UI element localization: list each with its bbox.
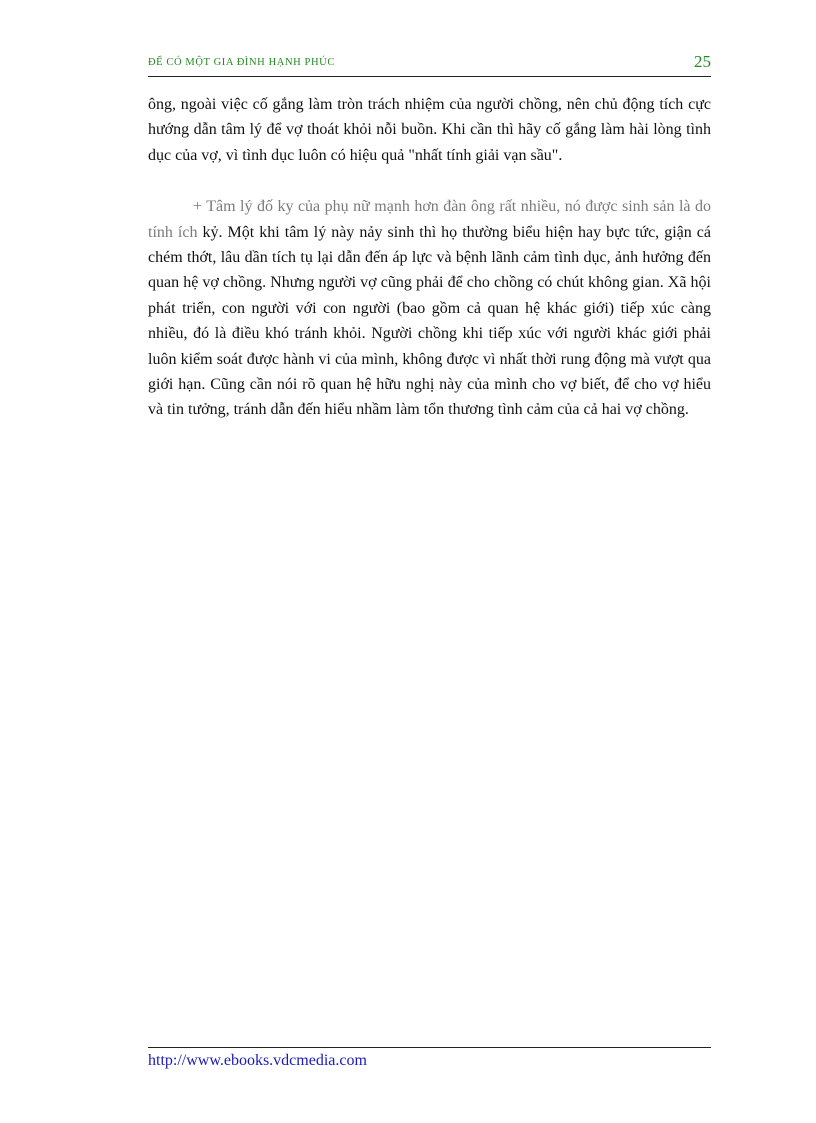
footer-link[interactable]: http://www.ebooks.vdcmedia.com: [148, 1052, 367, 1069]
page-number: 25: [694, 52, 711, 71]
paragraph: ông, ngoài việc cố gắng làm tròn trách nhiệm của người chồng, nên chủ động tích cực hướng dẫn tâm lý để vợ thoát khỏi nỗi buồn. Khi cần thì hãy cố gắng làm hài lòng tình dục của vợ, vì tình dục luôn có hiệu quả "nhất tính giải vạn sầu".: [148, 96, 711, 164]
paragraph-text: kỷ. Một khi tâm lý này nảy sinh thì họ thường biểu hiện hay bực tức, giận cá chém thớt, lâu dần tích tụ lại dẫn đến áp lực và bệnh lãnh cảm tình dục, ảnh hưởng đến quan hệ vợ chồng. Nhưng người vợ cũng phải để cho chồng có chút không gian. Xã hội phát triển, con người với con người (bao gồm cả quan hệ khác giới) tiếp xúc càng nhiều, đó là điều khó tránh khỏi. Người chồng khi tiếp xúc với người khác giới phải luôn kiểm soát được hành vi của mình, không được vì nhất thời rung động mà vượt qua giới hạn. Cũng cần nói rõ quan hệ hữu nghị này của mình cho vợ biết, để cho vợ hiểu và tin tưởng, tránh dẫn đến hiểu nhầm làm tổn thương tình cảm của cả hai vợ chồng.: [148, 223, 712, 419]
paragraph: [148, 194, 711, 423]
running-title: ĐỂ CÓ MỘT GIA ĐÌNH HẠNH PHÚC: [148, 57, 335, 68]
page-header: [148, 52, 711, 76]
header-divider: [148, 76, 711, 77]
footer-divider: [148, 1047, 711, 1048]
page-body: [148, 92, 711, 423]
faded-text: + Tâm lý đố ky của phụ nữ mạnh hơn đàn ông rất nhiều, nó được sinh sản là do tính ích: [148, 198, 711, 241]
